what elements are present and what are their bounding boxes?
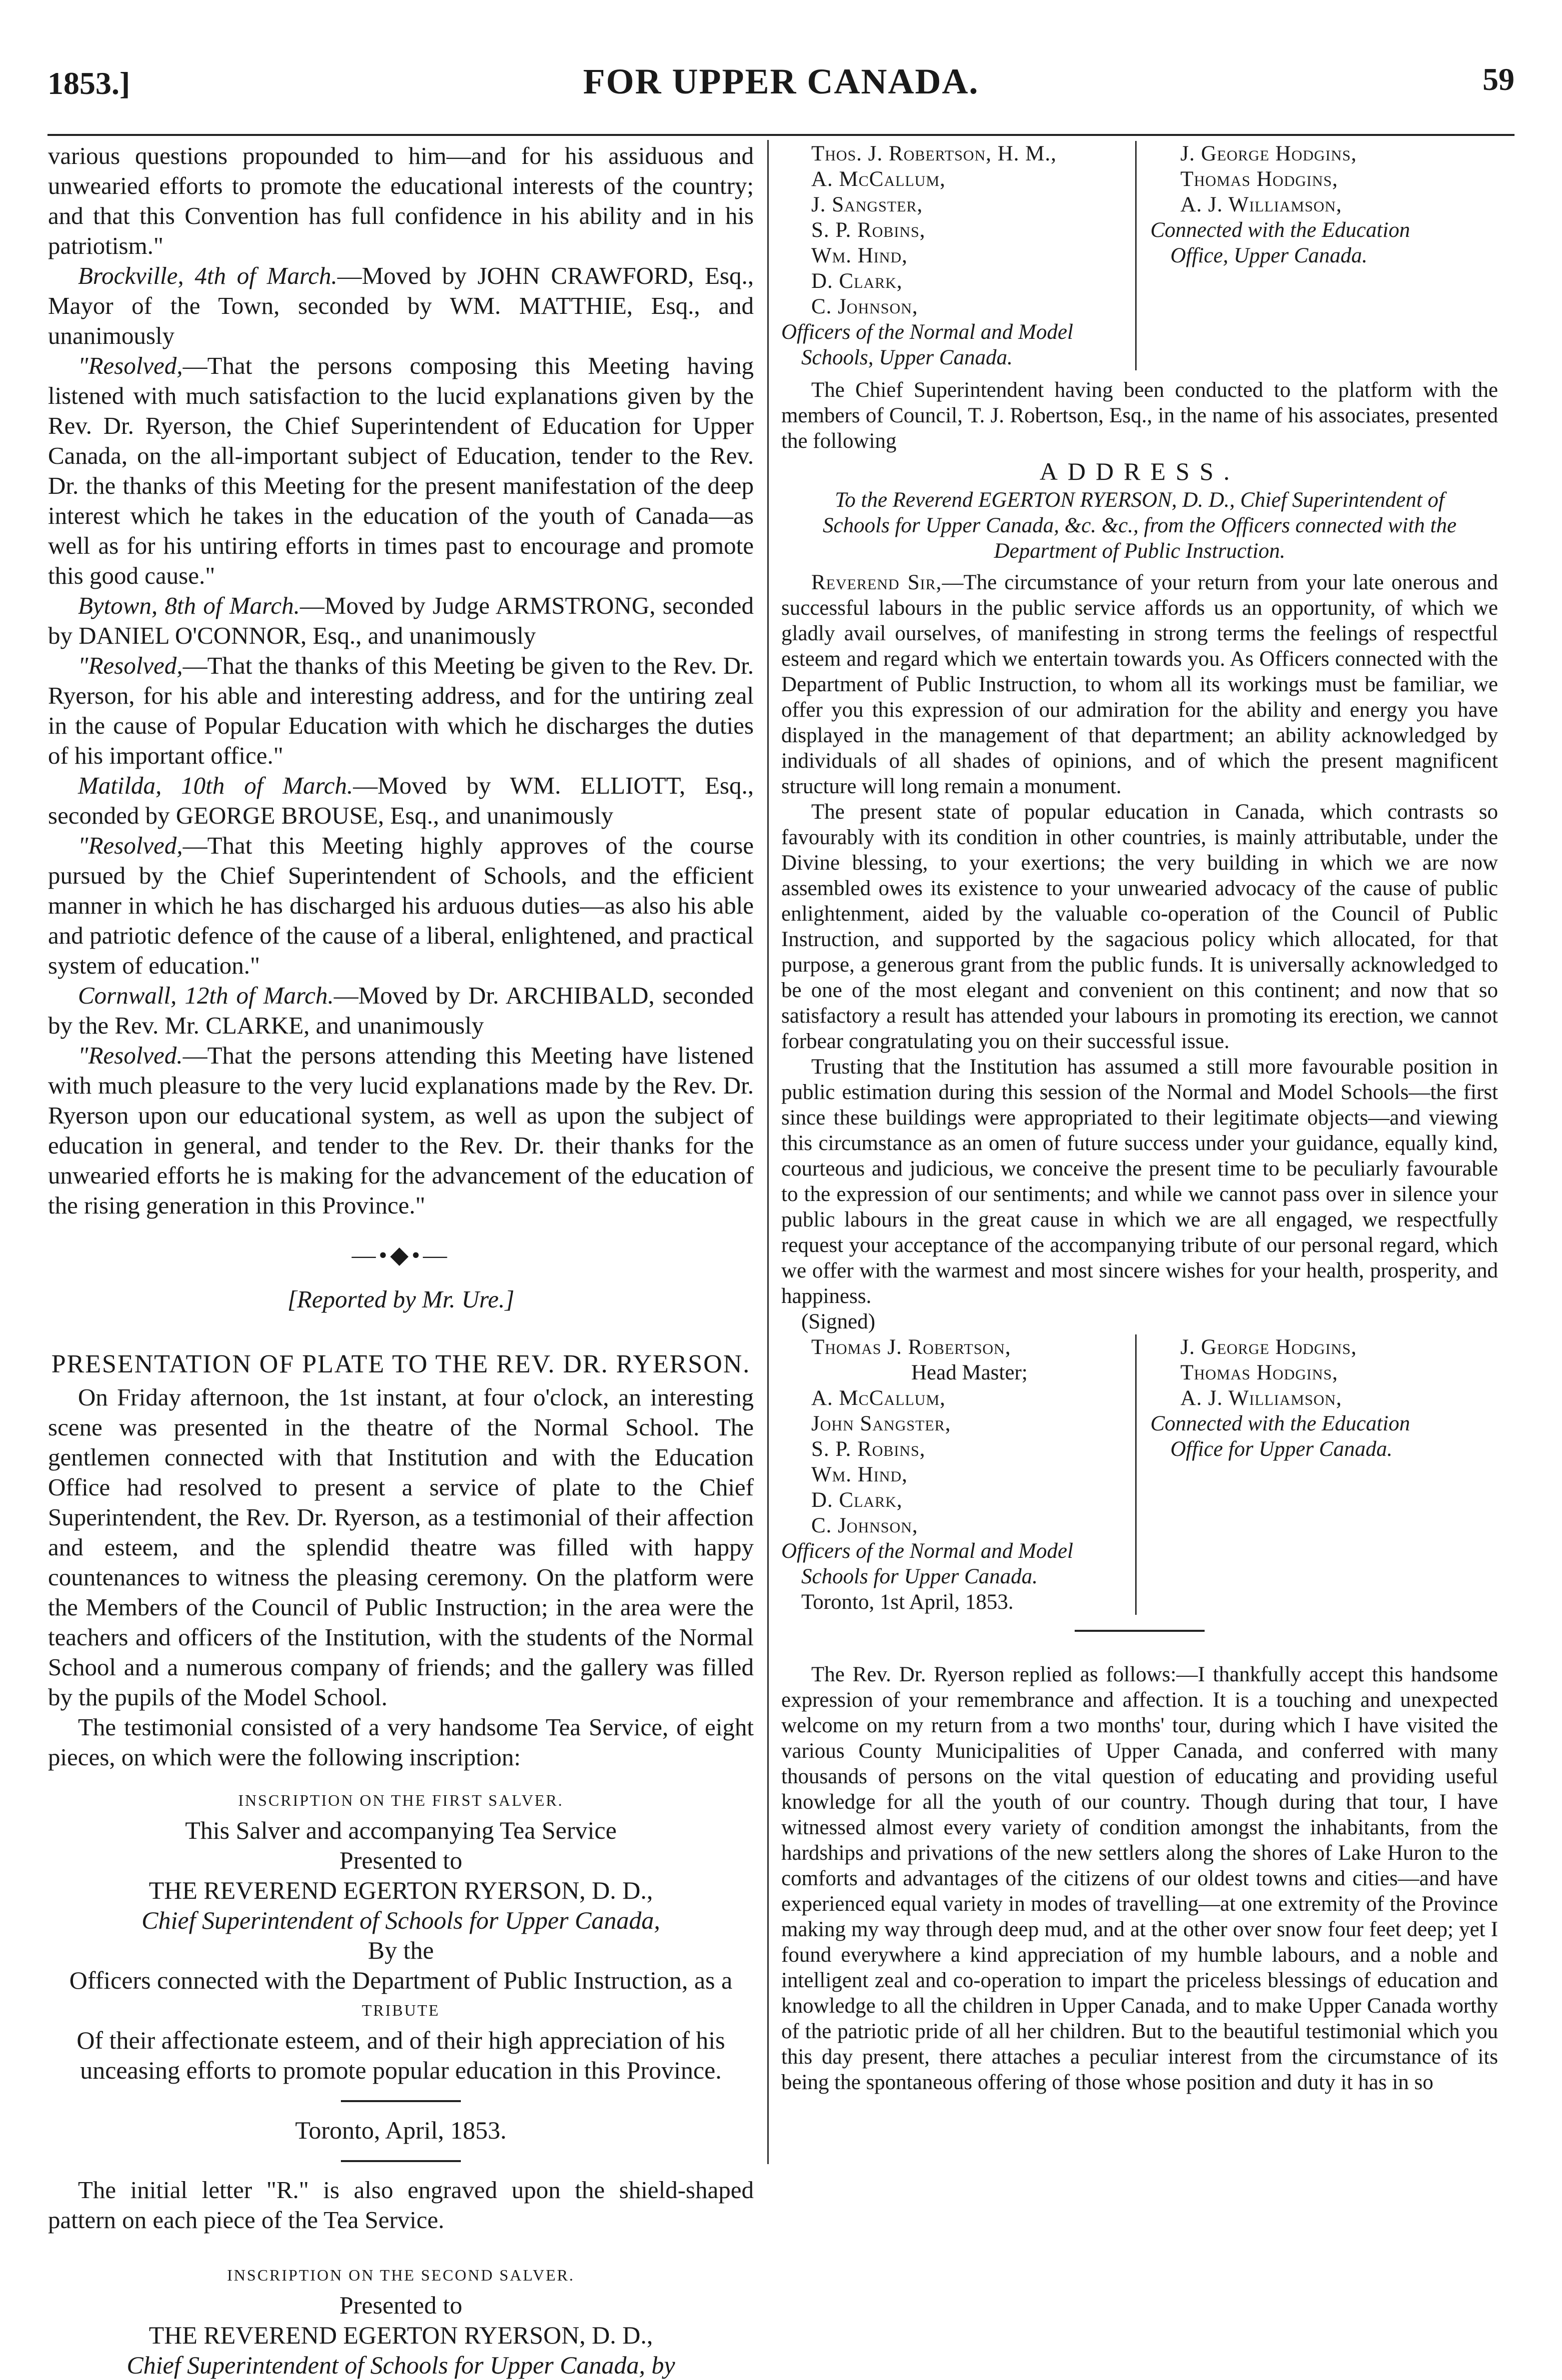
signature-name: Thomas J. Robertson, xyxy=(811,1335,1011,1359)
signature-name: A. McCallum, xyxy=(811,167,946,191)
paragraph-text: —That the thanks of this Meeting be given to the Rev. Dr. Ryerson, for his able and interesting address, and for the untiring zeal in the cause of Popular Education with which he discharges the duties of his important office." xyxy=(48,652,754,769)
paragraph xyxy=(48,261,754,351)
signature-column-right xyxy=(1137,1334,1499,1615)
signature-affiliation: Schools, Upper Canada. xyxy=(801,346,1013,369)
signature-name: D. Clark, xyxy=(811,269,903,293)
inscription-tribute: TRIBUTE xyxy=(361,2001,440,2019)
signature-name: A. McCallum, xyxy=(811,1386,946,1410)
address-title: ADDRESS. xyxy=(1039,457,1240,485)
inscription-heading: INSCRIPTION ON THE SECOND SALVER. xyxy=(227,2266,575,2284)
signature-name: J. Sangster, xyxy=(811,193,923,216)
signature-affiliation: Officers of the Normal and Model xyxy=(781,1539,1074,1563)
signature-name: J. George Hodgins, xyxy=(1180,1335,1357,1359)
paragraph: Trusting that the Institution has assumed a still more favourable position in public estimation during this session of the Normal and Model Schools—the first since these buildings were appropriated to their legitimate objects—and viewing this circumstance as an omen of future success under your guidance, equally kind, courteous and judicious, we conceive the present time to be peculiarly favourable to the expression of our sentiments; and while we cannot pass over in silence your public labours in the great cause in which we are all engaged, we respectfully request your acceptance of the accompanying tribute of our personal regard, which we offer with the warmest and most sincere wishes for your health, prosperity, and happiness. xyxy=(781,1055,1498,1308)
signature-name: John Sangster, xyxy=(811,1412,951,1435)
signature-block xyxy=(781,1334,1498,1615)
inscription-heading: INSCRIPTION ON THE FIRST SALVER. xyxy=(238,1791,564,1809)
signature-name: Thomas Hodgins, xyxy=(1180,1361,1339,1384)
signature-column-left xyxy=(781,141,1137,370)
paragraph-text: —Moved by Dr. ARCHIBALD, seconded by the Rev. Mr. CLARKE, and unanimously xyxy=(48,982,754,1039)
signature-affiliation: Schools for Upper Canada. xyxy=(801,1565,1038,1588)
paragraph: various questions propounded to him—and for his assiduous and unwearied efforts to promote the educational interests of the country; and that this Convention has full confidence in his ability and in his patriotism." xyxy=(48,142,754,259)
byline: [Reported by Mr. Ure.] xyxy=(287,1285,515,1313)
header-rule xyxy=(47,134,1515,136)
paragraph-text: —Moved by Judge ARMSTRONG, seconded by DANIEL O'CONNOR, Esq., and unanimously xyxy=(48,592,754,649)
inscription-line: Presented to xyxy=(339,1846,462,1874)
paragraph-text: —That the persons attending this Meeting have listened with much pleasure to the very lucid explanations made by the Rev. Dr. Ryerson upon our educational system, as well as upon the subject of education in general, and tender to the Rev. Dr. their thanks for the unwearied efforts he is making for the advancement of the education of the rising generation in this Province." xyxy=(48,1042,754,1219)
signature-name: J. George Hodgins, xyxy=(1180,142,1357,165)
signature-name: A. J. Williamson, xyxy=(1180,193,1342,216)
signature-affiliation: Connected with the Education xyxy=(1150,218,1410,242)
paragraph-text: —The circumstance of your return from your late onerous and successful labours in the public service affords us an opportunity, of which we gladly avail ourselves, of manifesting in strong terms the feelings of respectful esteem and regard which we entertain towards you. As Officers connected with the Department of Public Instruction, to whom all its workings must be familiar, we offer you this expression of our admiration for the ability and energy you have displayed in the management of that department; an ability acknowledged by individuals of all shades of opinions, and of which the present magnificent structure will long remain a monument. xyxy=(781,571,1498,798)
signature-affiliation: Office, Upper Canada. xyxy=(1170,244,1368,267)
paragraph-text: —Moved by JOHN CRAWFORD, Esq., Mayor of the Town, seconded by WM. MATTHIE, Esq., and unanimously xyxy=(48,262,754,349)
ornament-divider: —•◆•— xyxy=(351,1242,450,1268)
place-date: Cornwall, 12th of March. xyxy=(78,982,334,1009)
short-rule xyxy=(341,2160,461,2162)
resolved-label: "Resolved, xyxy=(78,352,183,379)
right-column xyxy=(781,141,1498,2095)
resolved-label: "Resolved, xyxy=(78,652,183,679)
signature-column-left xyxy=(781,1334,1137,1615)
signature-name: Thomas Hodgins, xyxy=(1180,167,1339,191)
paragraph: The present state of popular education in Canada, which contrasts so favourably with its condition in other countries, is mainly attributable, under the Divine blessing, to your exertions; the very building in which we are now assembled owes its existence to your unwearied advocacy of the cause of public enlightenment, aided by the valuable co-operation of the Council of Public Instruction, and supported by the sagacious policy which allocated, for that purpose, a generous grant from the public funds. It is universally acknowledged to be one of the most elegant and convenient on this continent; and now that so satisfactory a result has attended your labours in promoting its erection, we cannot forbear congratulating you on their successful issue. xyxy=(781,800,1498,1053)
page-header xyxy=(47,50,1515,105)
paragraph xyxy=(48,771,754,831)
signature-name: S. P. Robins, xyxy=(811,218,926,242)
paragraph-text: —That this Meeting highly approves of the course pursued by the Chief Superintendent of Schools, and the efficient manner in which he has discharged his arduous duties—as also his able and patriotic defence of the cause of a liberal, enlightened, and practical system of education." xyxy=(48,832,754,979)
section-title: PRESENTATION OF PLATE TO THE REV. DR. RYERSON. xyxy=(51,1350,751,1378)
inscription-line: Presented to xyxy=(339,2291,462,2319)
paragraph xyxy=(48,1041,754,1220)
signature-affiliation: Officers of the Normal and Model xyxy=(781,320,1074,344)
paragraph-text: —That the persons composing this Meeting having listened with much satisfaction to the lucid explanations given by the Rev. Dr. Ryerson, the Chief Superintendent of Education for Upper Canada, on the all-important subject of Education, tender to the Rev. Dr. the thanks of this Meeting for the present manifestation of the deep interest which he takes in the education of the youth of Canada—as well as for his untiring efforts in times past to encourage and promote this good cause." xyxy=(48,352,754,589)
salutation: Reverend Sir, xyxy=(811,571,942,594)
inscription-line: Officers connected with the Department of Public Instruction, as a xyxy=(69,1966,733,1994)
signature-date: Toronto, 1st April, 1853. xyxy=(801,1590,1014,1614)
inscription-line: Chief Superintendent of Schools for Upper Canada, xyxy=(141,1906,660,1934)
inscription-date: Toronto, April, 1853. xyxy=(295,2116,507,2144)
left-column xyxy=(48,141,754,2380)
inscription-line: THE REVEREND EGERTON RYERSON, D. D., xyxy=(148,2321,653,2349)
resolved-label: "Resolved. xyxy=(78,1042,183,1069)
paragraph: On Friday afternoon, the 1st instant, at four o'clock, an interesting scene was presented in the theatre of the Normal School. The gentlemen connected with that Institution and with the Education Office had resolved to present a service of plate to the Chief Superintendent, the Rev. Dr. Ryerson, as a testimonial of their affection and esteem, and the splendid theatre was filled with happy countenances to witness the pleasing ceremony. On the platform were the Members of the Council of Public Instruction; in the area were the teachers and officers of the Institution, with the students of the Normal School and a numerous company of friends; and the gallery was filled by the pupils of the Model School. xyxy=(48,1383,754,1711)
header-title: FOR UPPER CANADA. xyxy=(583,61,979,101)
paragraph xyxy=(48,981,754,1041)
inscription-line: THE REVEREND EGERTON RYERSON, D. D., xyxy=(148,1876,653,1904)
short-rule xyxy=(1075,1630,1205,1632)
short-rule xyxy=(341,2100,461,2102)
signature-block xyxy=(781,141,1498,370)
signature-name: Thos. J. Robertson, H. M., xyxy=(811,142,1057,165)
inscription-line: Chief Superintendent of Schools for Upper Canada, by xyxy=(126,2351,675,2379)
place-date: Bytown, 8th of March. xyxy=(78,592,300,619)
signed-label: (Signed) xyxy=(801,1310,876,1333)
paragraph xyxy=(48,651,754,771)
signature-name: S. P. Robins, xyxy=(811,1437,926,1461)
resolved-label: "Resolved, xyxy=(78,832,183,859)
paragraph xyxy=(48,351,754,591)
place-date: Brockville, 4th of March. xyxy=(78,262,337,289)
paragraph xyxy=(48,591,754,651)
place-date: Matilda, 10th of March. xyxy=(78,772,353,799)
reply-paragraph: The Rev. Dr. Ryerson replied as follows:—I thankfully accept this handsome expression of your remembrance and affection. It is a touching and unexpected welcome on my return from a two months' tour, during which I have visited the various County Municipalities of Upper Canada, and conferred with many thousands of persons on the vital question of educating and providing useful knowledge for all the youth of our country. Though during that tour, I have witnessed almost every variety of condition amongst the inhabitants, from the hardships and privations of the new settlers along the shores of Lake Huron to the comforts and advantages of the citizens of our oldest towns and cities—and have experienced equal variety in modes of travelling—at one extremity of the Province making my way through deep mud, and at the other over snow four feet deep; yet I found everywhere a kind appreciation of my humble labours, and a noble and intelligent zeal and co-operation to impart the priceless blessings of education and knowledge to all the children in Upper Canada, and to make Upper Canada worthy of the patriotic pride of all her children. But to the beautiful testimonial which you this day present, there attaches a peculiar interest from the circumstance of its being the spontaneous offering of those whose position and duty it has in so xyxy=(781,1663,1498,2094)
signature-column-right xyxy=(1137,141,1499,370)
column-divider xyxy=(767,140,769,2164)
paragraph xyxy=(48,831,754,981)
signature-affiliation: Connected with the Education xyxy=(1150,1412,1410,1435)
signature-name: D. Clark, xyxy=(811,1488,903,1512)
paragraph: The testimonial consisted of a very handsome Tea Service, of eight pieces, on which were the following inscription: xyxy=(48,1713,754,1771)
header-year: 1853.] xyxy=(47,65,130,101)
paragraph xyxy=(781,570,1498,799)
inscription-line: By the xyxy=(368,1936,434,1964)
signature-name: Wm. Hind, xyxy=(811,244,908,267)
signature-affiliation: Office for Upper Canada. xyxy=(1170,1437,1393,1461)
header-page-number: 59 xyxy=(1483,61,1515,97)
signature-name: C. Johnson, xyxy=(811,1514,918,1537)
paragraph: The Chief Superintendent having been conducted to the platform with the members of Council, T. J. Robertson, Esq., in the name of his associates, presented the following xyxy=(781,378,1498,453)
inscription-line: This Salver and accompanying Tea Service xyxy=(185,1816,617,1844)
address-recipient: To the Reverend EGERTON RYERSON, D. D., Chief Superintendent of Schools for Upper Canada, &c. &c., from the Officers connected with the Department of Public Instruction. xyxy=(823,488,1457,563)
signature-name: C. Johnson, xyxy=(811,295,918,318)
signature-name: Wm. Hind, xyxy=(811,1463,908,1486)
paragraph-text: —Moved by WM. ELLIOTT, Esq., seconded by GEORGE BROUSE, Esq., and unanimously xyxy=(48,772,754,829)
signature-title: Head Master; xyxy=(911,1361,1028,1384)
inscription-line: Of their affectionate esteem, and of their high appreciation of his unceasing efforts to promote popular education in this Province. xyxy=(76,2026,725,2084)
paragraph: The initial letter "R." is also engraved upon the shield-shaped pattern on each piece of the Tea Service. xyxy=(48,2176,754,2234)
signature-name: A. J. Williamson, xyxy=(1180,1386,1342,1410)
